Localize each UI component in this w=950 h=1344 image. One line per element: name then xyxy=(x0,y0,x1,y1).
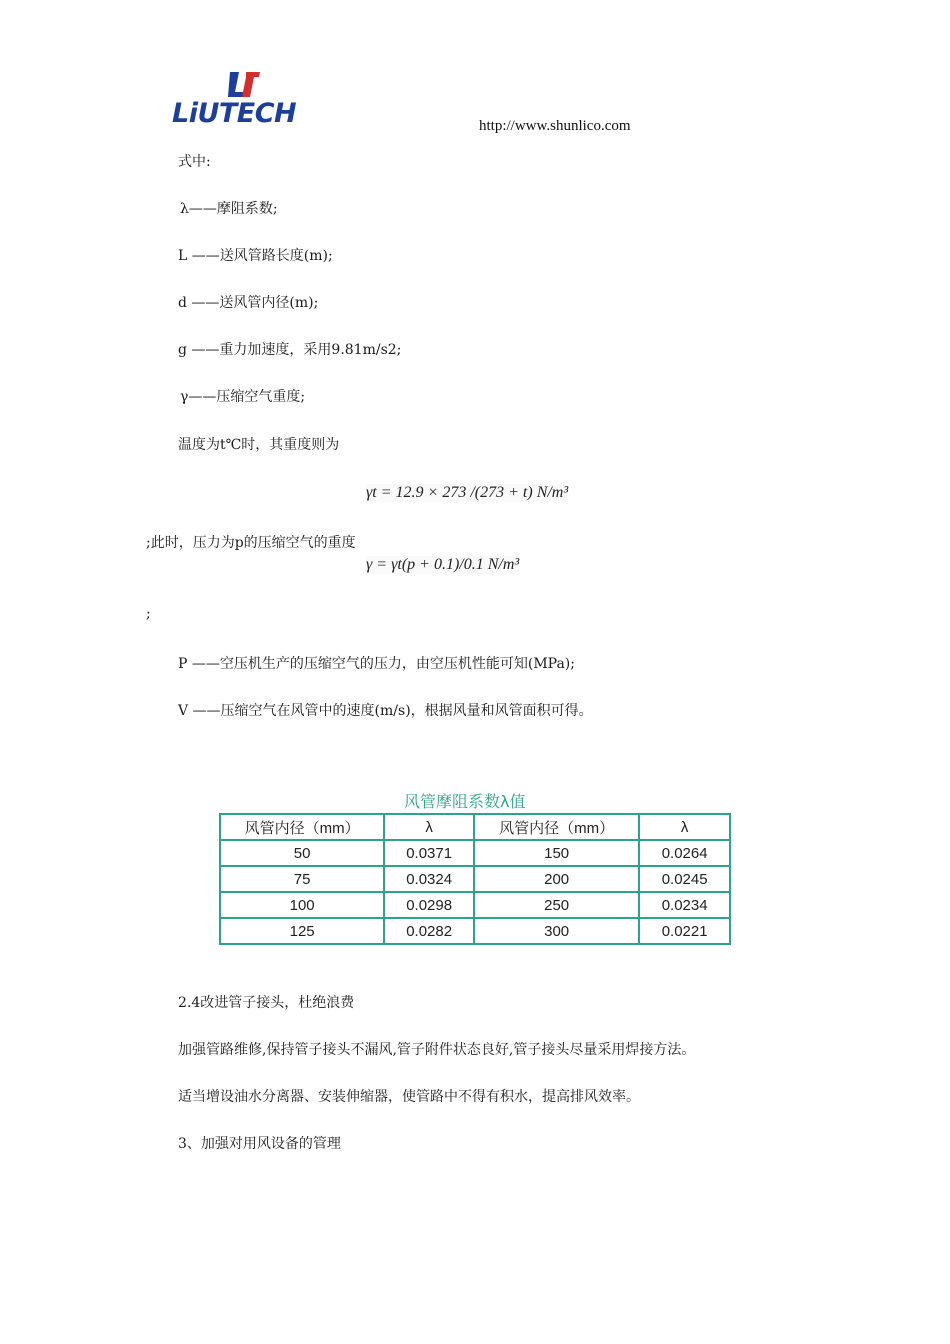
table-cell: 75 xyxy=(220,866,384,892)
table-cell: 0.0298 xyxy=(384,892,474,918)
table-cell: 0.0234 xyxy=(639,892,730,918)
website-url-link[interactable]: http://www.shunlico.com xyxy=(479,118,631,134)
table-cell: 150 xyxy=(474,840,639,866)
logo-mark-icon xyxy=(226,70,266,98)
table-cell: 200 xyxy=(474,866,639,892)
header-lambda: λ xyxy=(384,814,474,840)
table-row xyxy=(220,918,730,944)
def-pressure: P ——空压机生产的压缩空气的压力，由空压机性能可知(MPa); xyxy=(178,656,575,672)
section-3-heading: 3、加强对用风设备的管理 xyxy=(178,1136,341,1152)
table-title: 风管摩阻系数λ值 xyxy=(404,792,526,811)
table-row xyxy=(220,840,730,866)
header-diameter: 风管内径（mm） xyxy=(220,814,384,840)
def-velocity: V ——压缩空气在风管中的速度(m/s)，根据风量和风管面积可得。 xyxy=(178,703,593,719)
formula-gamma-p: γ = γt(p + 0.1)/0.1 N/m³ xyxy=(366,556,520,573)
temperature-line: 温度为t℃时，其重度则为 xyxy=(178,437,340,453)
intro-text: 式中: xyxy=(178,154,211,170)
paragraph-maintenance: 加强管路维修,保持管子接头不漏风,管子附件状态良好,管子接头尽量采用焊接方法。 xyxy=(178,1042,696,1058)
table-cell: 100 xyxy=(220,892,384,918)
liutech-logo xyxy=(172,70,307,130)
table-cell: 0.0264 xyxy=(639,840,730,866)
def-gravity: g ——重力加速度，采用9.81m/s2; xyxy=(178,342,402,358)
table-cell: 250 xyxy=(474,892,639,918)
def-diameter: d ——送风管内径(m); xyxy=(178,295,319,311)
table-cell: 50 xyxy=(220,840,384,866)
def-lambda: λ——摩阻系数; xyxy=(180,201,278,217)
table-cell: 0.0282 xyxy=(384,918,474,944)
paragraph-separator: 适当增设油水分离器、安装伸缩器，使管路中不得有积水，提高排风效率。 xyxy=(178,1089,640,1105)
table-header-row xyxy=(220,814,730,840)
section-2-4-heading: 2.4改进管子接头，杜绝浪费 xyxy=(178,995,355,1011)
table-cell: 0.0371 xyxy=(384,840,474,866)
table-cell: 125 xyxy=(220,918,384,944)
semicolon-line: ; xyxy=(146,606,151,622)
formula-gamma-t: γt = 12.9 × 273 /(273 + t) N/m³ xyxy=(366,484,569,501)
table-cell: 300 xyxy=(474,918,639,944)
table-cell: 0.0324 xyxy=(384,866,474,892)
header-lambda: λ xyxy=(639,814,730,840)
pressure-line: ;此时，压力为p的压缩空气的重度 xyxy=(146,535,356,551)
table-row xyxy=(220,866,730,892)
table-cell: 0.0221 xyxy=(639,918,730,944)
header-diameter: 风管内径（mm） xyxy=(474,814,639,840)
friction-coefficient-table xyxy=(219,813,731,945)
logo-wordmark: LiUTECH xyxy=(172,98,297,129)
table-row xyxy=(220,892,730,918)
def-length: L ——送风管路长度(m); xyxy=(178,248,333,264)
table-cell: 0.0245 xyxy=(639,866,730,892)
def-gamma: γ——压缩空气重度; xyxy=(180,389,306,405)
